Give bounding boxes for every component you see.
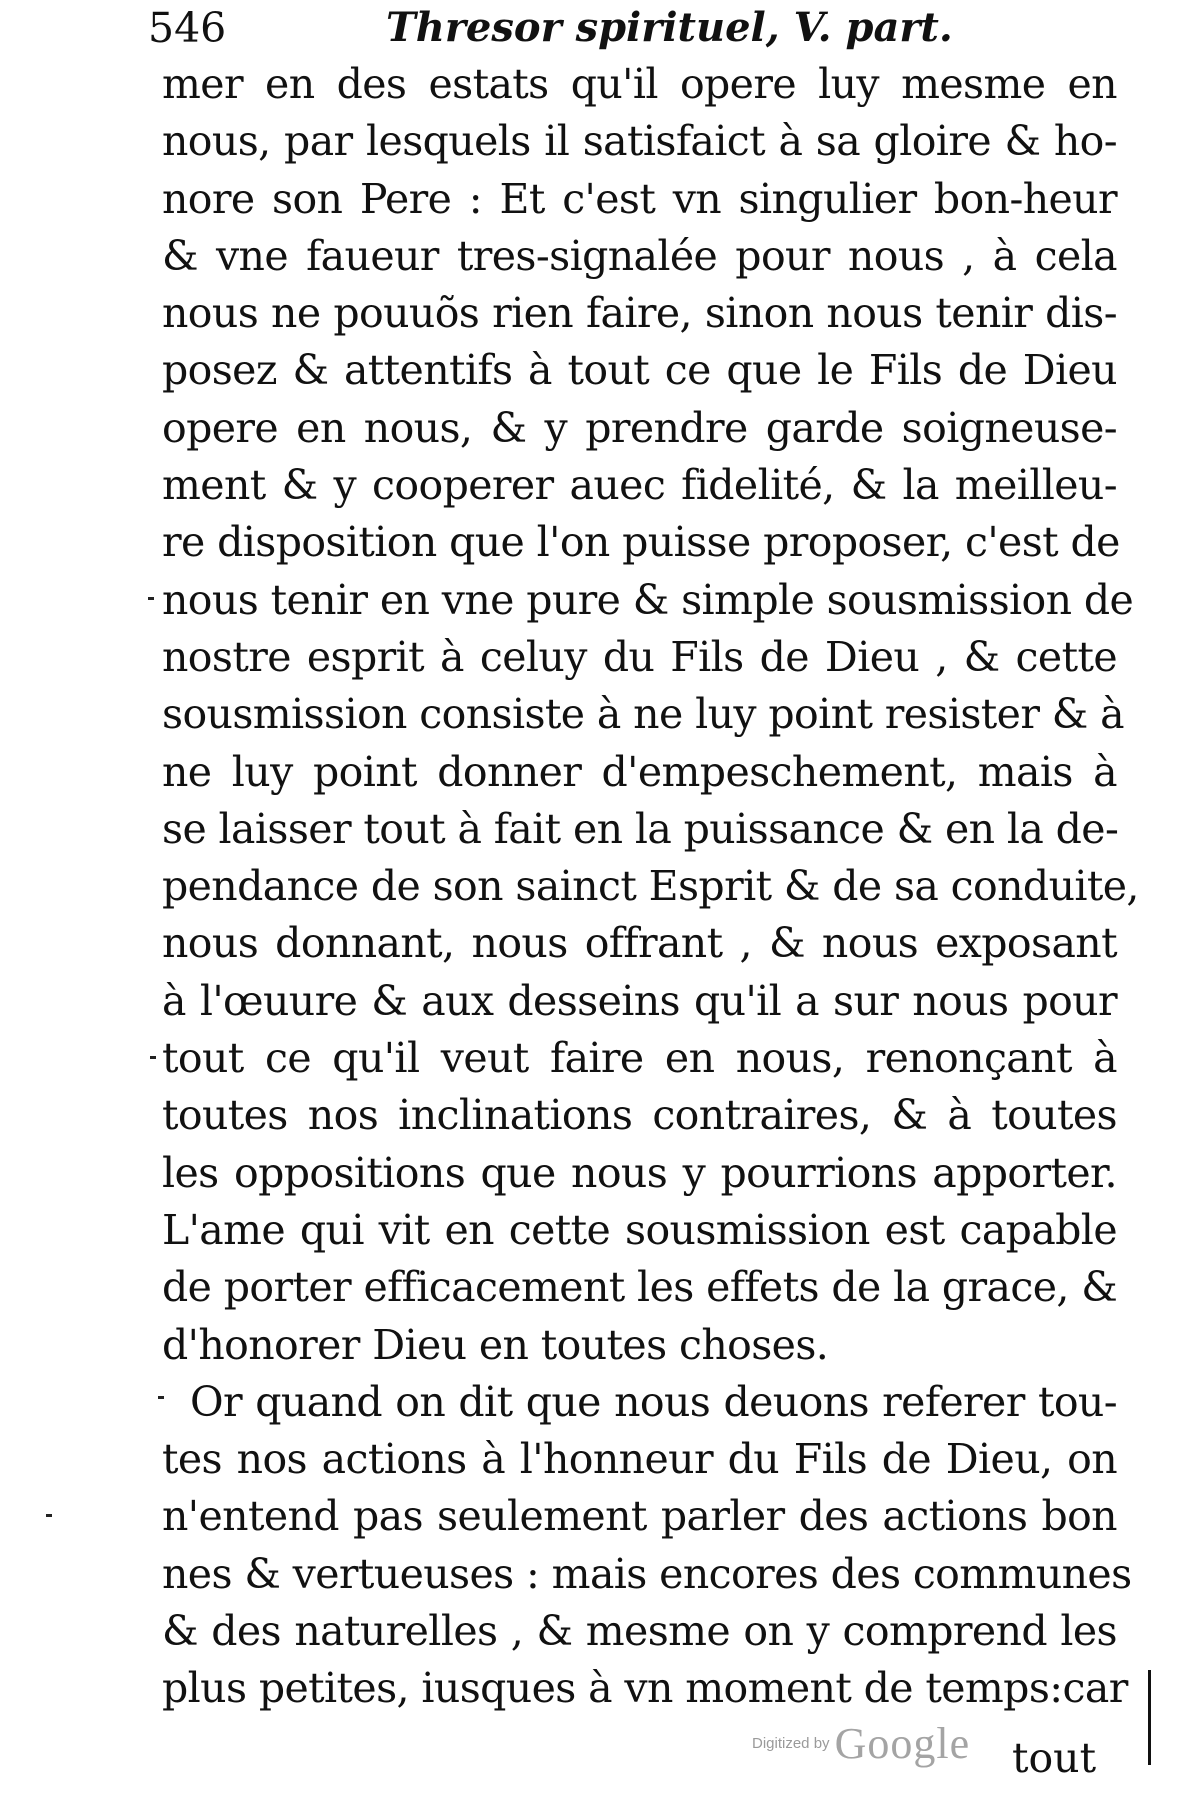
text-line: nes & vertueuses : mais encores des communes [162, 1549, 1132, 1598]
margin-speck [158, 1396, 164, 1399]
page-header [148, 2, 1148, 62]
text-line: les oppositions que nous y pourrions apporter. [162, 1148, 1117, 1197]
page-number: 546 [148, 4, 227, 52]
text-line: tes nos actions à l'honneur du Fils de Dieu, on [162, 1435, 1117, 1484]
text-line: sousmission consiste à ne luy point resister & à [162, 690, 1124, 739]
paragraph-start-line: Or quand on dit que nous deuons referer tou- [190, 1377, 1117, 1426]
text-line: toutes nos inclinations contraires, & à toutes [162, 1091, 1117, 1140]
digitization-watermark [752, 1718, 970, 1769]
text-line: nous ne pouuõs rien faire, sinon nous tenir dis- [162, 289, 1117, 338]
text-line: ment & y cooperer auec fidelité, & la meilleu- [162, 461, 1117, 510]
text-line: plus petites, iusques à vn moment de temps:car [162, 1664, 1128, 1713]
watermark-prefix: Digitized by [752, 1735, 830, 1752]
text-line: tout ce qu'il veut faire en nous, renonçant à [162, 1034, 1117, 1083]
text-line: & vne faueur tres-signalée pour nous , à cela [162, 231, 1117, 280]
margin-speck [148, 597, 154, 600]
text-line: L'ame qui vit en cette sousmission est capable [162, 1205, 1117, 1254]
page-edge-rule [1148, 1670, 1151, 1765]
text-line: à l'œuure & aux desseins qu'il a sur nous pour [162, 976, 1117, 1025]
text-line: mer en des estats qu'il opere luy mesme en [162, 60, 1117, 108]
watermark-brand: Google [834, 1719, 971, 1768]
running-title: Thresor spirituel, V. part. [386, 4, 953, 51]
text-line: n'entend pas seulement parler des actions bon [162, 1492, 1117, 1541]
text-line: se laisser tout à fait en la puissance & en la de- [162, 804, 1119, 853]
margin-speck [46, 1514, 52, 1517]
text-line: & des naturelles , & mesme on y comprend les [162, 1607, 1117, 1656]
body-text [162, 56, 1139, 1718]
text-line: nore son Pere : Et c'est vn singulier bon-heur [162, 174, 1117, 223]
text-line: ne luy point donner d'empeschement, mais à [162, 747, 1117, 796]
text-line: posez & attentifs à tout ce que le Fils de Dieu [162, 346, 1117, 395]
text-line: nous tenir en vne pure & simple sousmission de [162, 575, 1134, 624]
text-line: pendance de son sainct Esprit & de sa conduite, [162, 862, 1139, 911]
text-line: opere en nous, & y prendre garde soigneuse- [162, 403, 1117, 452]
paragraph-end-line: d'honorer Dieu en toutes choses. [162, 1320, 829, 1369]
margin-speck [150, 1056, 156, 1059]
catchword: tout [1012, 1734, 1097, 1782]
text-line: nostre esprit à celuy du Fils de Dieu , & cette [162, 632, 1117, 681]
text-line: nous donnant, nous offrant , & nous exposant [162, 919, 1117, 968]
text-line: re disposition que l'on puisse proposer, c'est de [162, 518, 1120, 567]
text-line: nous, par lesquels il satisfaict à sa gloire & ho- [162, 117, 1117, 166]
text-line: de porter efficacement les effets de la grace, & [162, 1263, 1118, 1312]
